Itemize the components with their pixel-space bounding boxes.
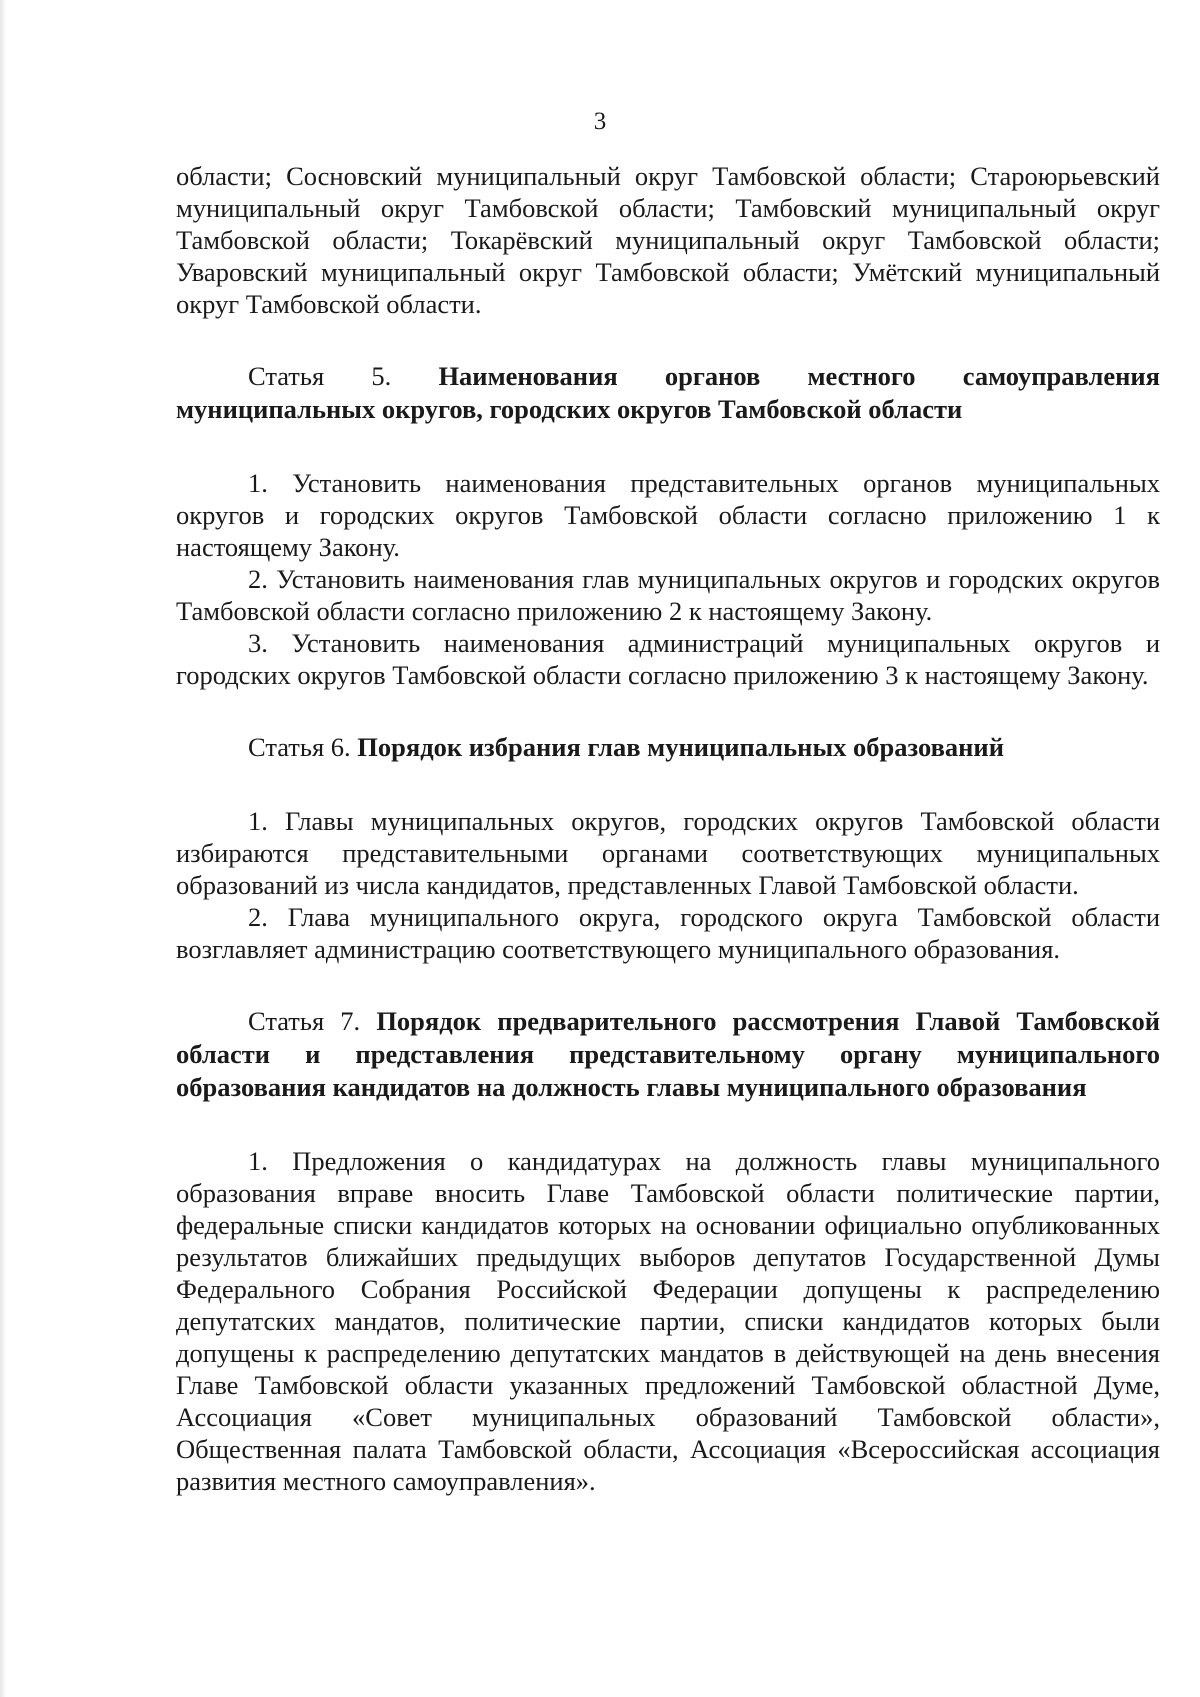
article-item: 2. Глава муниципального округа, городского округа Тамбовской области возглавляет администрацию соответствующего муниципального образования.: [176, 902, 1160, 964]
article-title: Наименования органов местного самоуправления муниципальных округов, городских округов Тамбовской области: [176, 361, 1160, 424]
article-title: Порядок избрания глав муниципальных образований: [357, 732, 1004, 762]
article-heading: [176, 1005, 1160, 1104]
article-heading: [176, 360, 1160, 426]
article-title: Порядок предварительного рассмотрения Главой Тамбовской области и представления представительному органу муниципального образования кандидатов на должность главы муниципального образования: [176, 1006, 1160, 1102]
article-item: 2. Установить наименования глав муниципальных округов и городских округов Тамбовской области согласно приложению 2 к настоящему Закону.: [176, 564, 1160, 626]
article-item: 3. Установить наименования администраций муниципальных округов и городских округов Тамбовской области согласно приложению 3 к настоящему Закону.: [176, 628, 1160, 690]
article-label: Статья 7.: [248, 1006, 361, 1036]
article-item: 1. Предложения о кандидатурах на должность главы муниципального образования вправе вносить Главе Тамбовской области политические партии, федеральные списки кандидатов которых на основании официально опубликованных результатов ближайших предыдущих выборов депутатов Государственной Думы Федерального Собрания Российской Федерации допущены к распределению депутатских мандатов, политические партии, списки кандидатов которых были допущены к распределению депутатских мандатов в действующей на день внесения Главе Тамбовской области указанных предложений Тамбовской областной Думе, Ассоциация «Совет муниципальных образований Тамбовской области», Общественная палата Тамбовской области, Ассоциация «Всероссийская ассоциация развития местного самоуправления».: [176, 1146, 1160, 1496]
article-item: 1. Установить наименования представительных органов муниципальных округов и городских округов Тамбовской области согласно приложению 1 к настоящему Закону.: [176, 468, 1160, 562]
article-5: [176, 360, 1160, 691]
article-label: Статья 6.: [248, 732, 351, 762]
article-6: [176, 731, 1160, 965]
article-item: 1. Главы муниципальных округов, городских округов Тамбовской области избираются представительными органами соответствующих муниципальных образований из числа кандидатов, представленных Главой Тамбовской области.: [176, 806, 1160, 900]
page-number: 3: [593, 108, 607, 135]
article-7: [176, 1005, 1160, 1497]
scan-edge: [0, 0, 6, 1697]
article-heading: [176, 731, 1160, 764]
document-body: [176, 160, 1160, 1497]
intro-paragraph: области; Сосновский муниципальный округ Тамбовской области; Староюрьевский муниципальный округ Тамбовской области; Тамбовский муниципальный округ Тамбовской области; Токарёвский муниципальный округ Тамбовской области; Уваровский муниципальный округ Тамбовской области; Умётский муниципальный округ Тамбовской области.: [176, 161, 1160, 319]
article-label: Статья 5.: [248, 361, 392, 391]
